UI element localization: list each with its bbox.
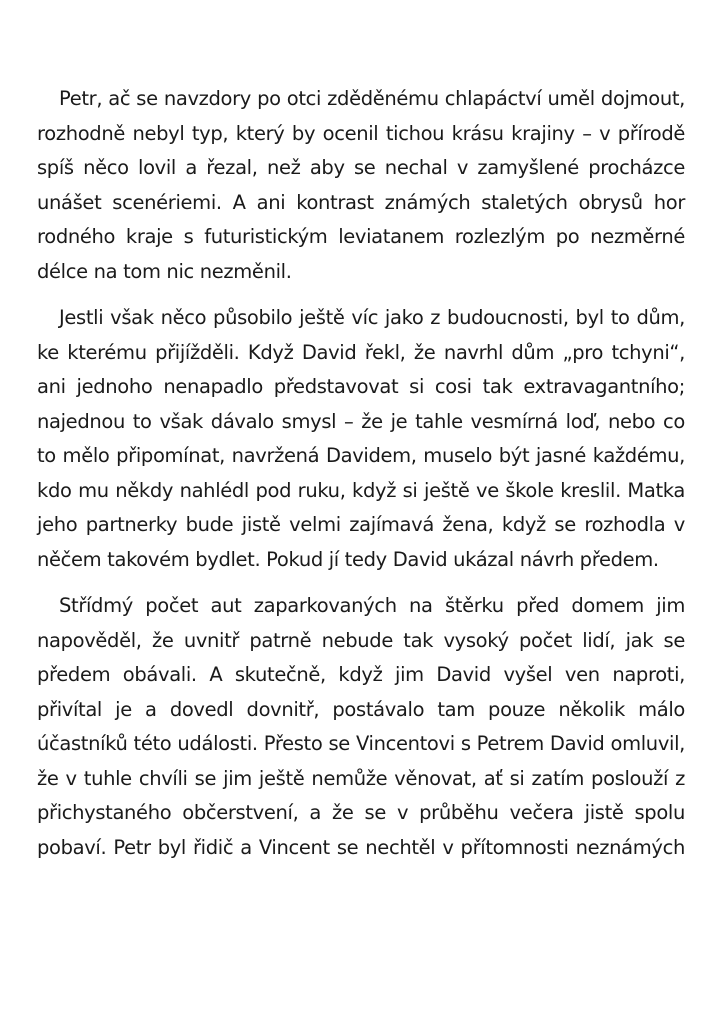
paragraph-1: Petr, ač se navzdory po otci zděděnému chlapáctví uměl dojmout, rozhodně nebyl typ, který by ocenil tichou krásu krajiny – v přírodě spíš něco lovil a řezal, než aby se nechal v zamyšlené procházce unášet scenériemi. A ani kontrast známých staletých obrysů hor rodného kraje s futuristickým leviatanem rozlezlým po nezměrné délce na tom nic nezměnil. xyxy=(37,87,685,283)
paragraph-3: Střídmý počet aut zaparkovaných na štěrku před domem jim napověděl, že uvnitř patrně nebude tak vysoký počet lidí, jak se předem obávali. A skutečně, když jim David vyšel ven naproti, přivítal je a dovedl dovnitř, postávalo tam pouze několik málo účastníků této události. Přesto se Vincentovi s Petrem David omluvil, že v tuhle chvíli se jim ještě nemůže věnovat, ať si zatím poslouží z přichystaného občerstvení, a že se v průběhu večera jistě spolu pobaví. Petr byl řidič a Vincent se nechtěl v přítomnosti neznámých xyxy=(37,594,685,859)
paragraph-2: Jestli však něco působilo ještě víc jako z budoucnosti, byl to dům, ke kterému přijížděli. Když David řekl, že navrhl dům „pro tchyni“, ani jednoho nenapadlo představovat si cosi tak extravagantního; najednou to však dávalo smysl – že je tahle vesmírná loď, nebo co to mělo připomínat, navržená Davidem, muselo být jasné každému, kdo mu někdy nahlédl pod ruku, když si ještě ve škole kreslil. Matka jeho partnerky bude jistě velmi zajímavá žena, když se rozhodla v něčem takovém bydlet. Pokud jí tedy David ukázal návrh předem. xyxy=(37,306,685,571)
document-body xyxy=(37,82,685,877)
